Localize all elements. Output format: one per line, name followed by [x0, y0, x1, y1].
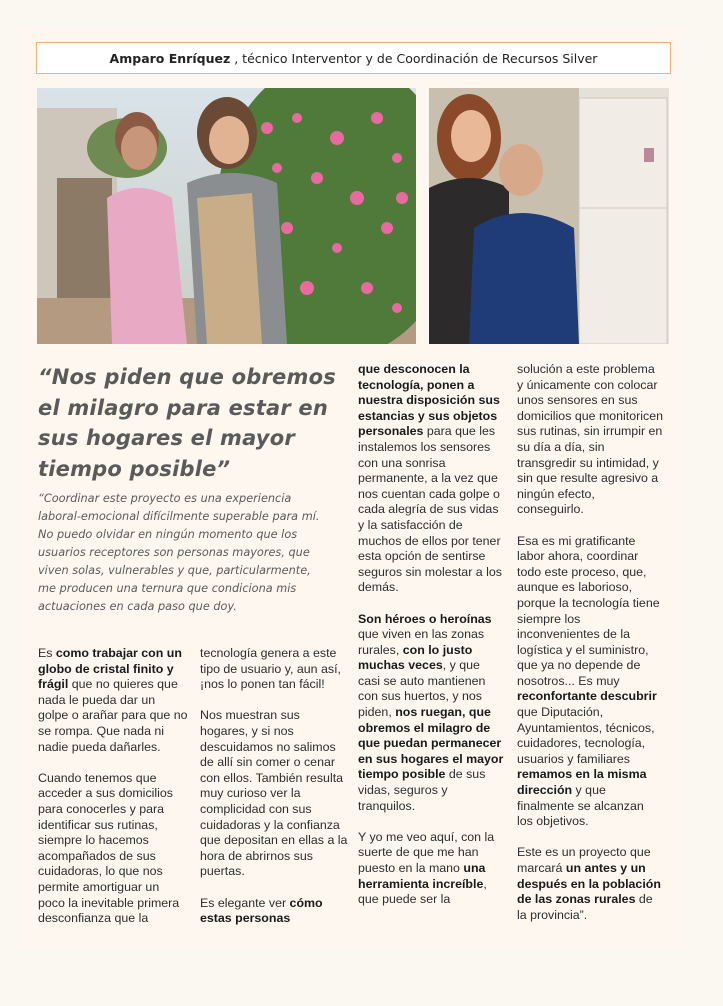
body-text: que no quieres que nada le pueda dar un golpe o arañar para que no se rompa. Que nada ni nadie pueda dañarles. [38, 677, 188, 754]
bold-text: reconfortante descubrir [517, 689, 657, 704]
author-name: Amparo Enríquez [109, 50, 231, 66]
text-column-4 [517, 362, 663, 939]
body-text: Es elegante ver [200, 895, 290, 910]
author-header [36, 42, 671, 74]
paragraph [517, 534, 663, 830]
paragraph [358, 612, 504, 815]
body-text: para que les instalemos los sensores con una sonrisa permanente, a la vez que nos cuentan cada golpe o cada alegría de sus vidas y la satisfacción de muchos de ellos por tener esta opción de sentirse seguros sin molestar a los demás. [358, 424, 502, 595]
paragraph [200, 896, 350, 927]
paragraph [38, 646, 188, 755]
bold-text: con lo justo muchas veces [358, 642, 473, 673]
paragraph [358, 830, 504, 908]
text-column-2 [200, 646, 350, 942]
body-text: tecnología genera a este tipo de usuario y, aun así, ¡nos lo ponen tan fácil! [200, 646, 341, 692]
paragraph [517, 845, 663, 923]
text-column-3 [358, 362, 504, 923]
text-column-1 [38, 646, 188, 942]
paragraph [200, 708, 350, 880]
body-text: de sus vidas, seguros y tranquilos. [358, 767, 486, 813]
photo-kitchen [429, 88, 669, 344]
pull-quote-title: “Nos piden que obremos el milagro para estar en sus hogares el mayor tiempo posible” [38, 365, 336, 481]
author-role: , técnico Interventor y de Coordinación de Recursos Silver [234, 50, 598, 66]
paragraph [358, 362, 504, 596]
bold-text: una herramienta increíble [358, 861, 486, 891]
body-text: que viven en las zonas rurales, [358, 627, 485, 657]
body-text: Este es un proyecto que marcará [517, 845, 651, 875]
intro-paragraph: “Coordinar este proyecto es una experiencia laboral-emocional difícilmente superable para mí. No puedo olvidar en ningún momento que los usuarios receptores son personas mayores, que viven solas, vulnerables y que, particularmente, me producen una ternura que condiciona mis actuaciones en cada paso que doy. [38, 492, 320, 613]
bold-text: cómo estas personas [200, 895, 323, 926]
bold-text: que desconocen la tecnología, ponen a nuestra disposición sus estancias y sus objetos personales [358, 362, 500, 439]
body-text: y que finalmente se alcanzan los objetivos. [517, 783, 644, 829]
paragraph [517, 362, 663, 518]
body-text: solución a este problema y únicamente con colocar unos sensores en sus domicilios que monitoricen sus rutinas, sin irrumpir en su día a día, sin transgredir su intimidad, y sin que resulte agresivo a ningún efecto, conseguirlo. [517, 362, 664, 517]
paragraph [38, 771, 188, 927]
body-text: Y yo me veo aquí, con la suerte de que me han puesto en la mano [358, 829, 495, 875]
body-text: que Diputación, Ayuntamientos, técnicos, cuidadores, tecnología, usuarios y familiares [517, 705, 655, 766]
paragraph [200, 646, 350, 693]
body-text: Nos muestran sus hogares, y si nos descuidamos no salimos de allí sin comer o cenar con ellos. También resulta muy curioso ver la complicidad con sus cuidadoras y la confianza que depositan en ellas a la hora de abrirnos sus puertas. [200, 708, 348, 879]
photo-garden [37, 88, 416, 344]
body-text: , que puede ser la [358, 876, 487, 907]
body-text: Es [38, 646, 56, 660]
body-text: , y que casi se auto mantienen con sus huertos, y nos piden, [358, 658, 486, 720]
bold-text: Son héroes o heroínas [358, 611, 492, 626]
bold-text: nos ruegan, que obremos el milagro de que puedan permanecer en sus hogares el mayor tiempo posible [358, 705, 504, 782]
body-text: Esa es mi gratificante labor ahora, coordinar todo este proceso, que, aunque es laborioso, porque la tecnología tiene siempre los inconvenientes de la logística y el suministro, que ya no depende de nosotros... Es muy [517, 533, 660, 688]
bold-text: como trabajar con un globo de cristal finito y frágil [38, 646, 182, 692]
body-text: Cuando tenemos que acceder a sus domicilios para conocerles y para identificar sus rutinas, siempre lo hacemos acompañados de sus cuidadoras, lo que nos permite amortiguar un poco la inevitable primera desconfianza que la [38, 770, 180, 926]
body-text: de la provincia”. [517, 892, 653, 922]
bold-text: un antes y un después en la población de las zonas rurales [517, 861, 661, 907]
bold-text: remamos en la misma dirección [517, 767, 647, 798]
